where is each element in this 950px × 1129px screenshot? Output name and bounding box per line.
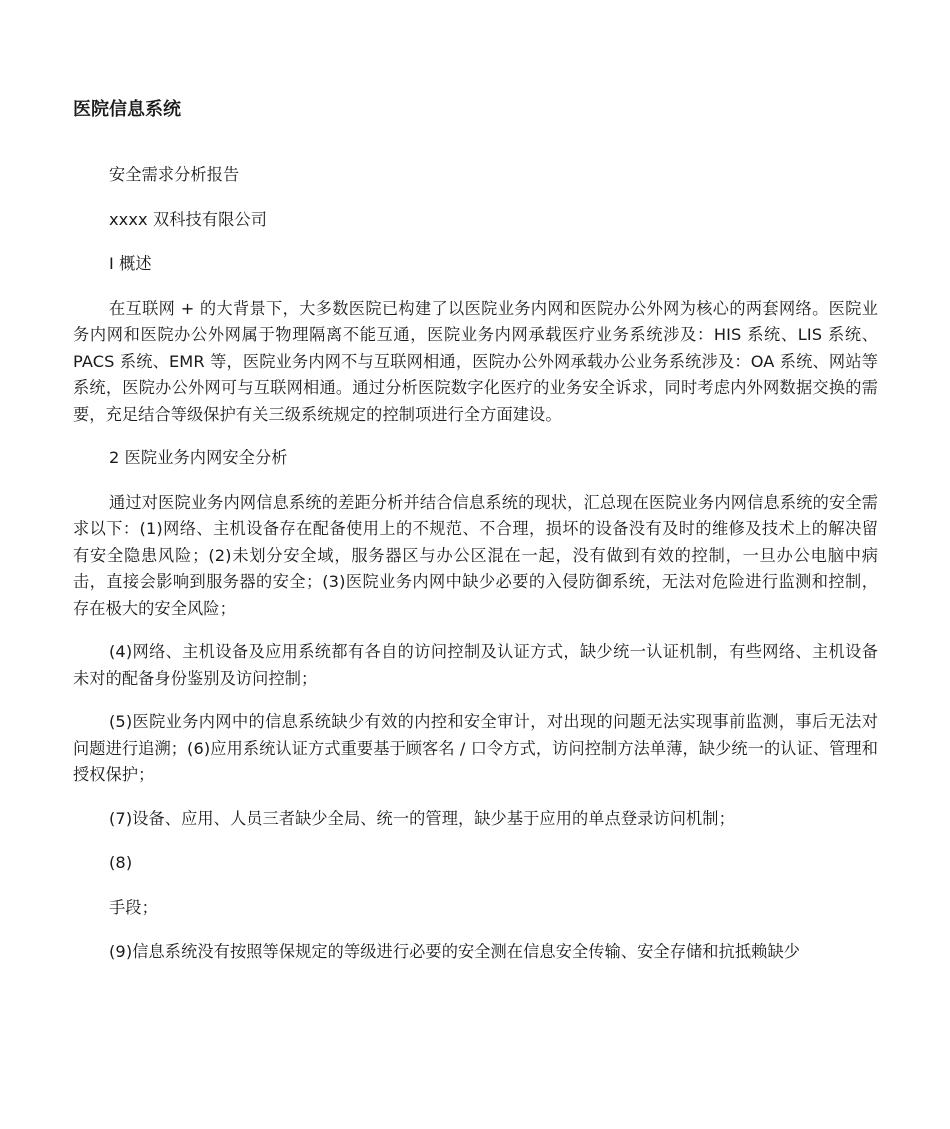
item-7-paragraph: (7)设备、应用、人员三者缺少全局、统一的管理，缺少基于应用的单点登录访问机制；	[109, 808, 735, 828]
item-4-paragraph: (4)网络、主机设备及应用系统都有各自的访问控制及认证方式，缺少统一认证机制，有些网络、主机设备未对的配备身份鉴别及访问控制；	[73, 642, 878, 688]
item-9-paragraph: (9)信息系统没有按照等保规定的等级进行必要的安全测在信息安全传输、安全存储和抗抵赖缺少	[109, 942, 801, 961]
intranet-analysis-paragraph: 通过对医院业务内网信息系统的差距分析并结合信息系统的现状，汇总现在医院业务内网信息系统的安全需求以下：(1)网络、主机设备存在配备使用上的不规范、不合理，损坏的设备没有及时的维修及技术上的解决留有安全隐患风险；(2)未划分安全域，服务器区与办公区混在一起，没有做到有效的控制，一旦办公电脑中病击，直接会影响到服务器的安全；(3)医院业务内网中缺少必要的入侵防御系统，无法对危险进行监测和控制，存在极大的安全风险；	[73, 492, 878, 618]
company-name: xxxx 双科技有限公司	[109, 209, 267, 229]
section-heading-overview: I 概述	[109, 254, 152, 273]
document-title: 医院信息系统	[73, 99, 181, 120]
section-heading-intranet-analysis: 2 医院业务内网安全分析	[109, 448, 288, 467]
report-subtitle: 安全需求分析报告	[109, 165, 240, 184]
item-5-6-paragraph: (5)医院业务内网中的信息系统缺少有效的内控和安全审计，对出现的问题无法实现事前监测，事后无法对问题进行追溯；(6)应用系统认证方式重要基于顾客名 / 口令方式，访问控制方法单薄，缺少统一的认证、管理和授权保护；	[73, 712, 878, 784]
overview-paragraph: 在互联网 + 的大背景下，大多数医院已构建了以医院业务内网和医院办公外网为核心的两套网络。医院业务内网和医院办公外网属于物理隔离不能互通，医院业务内网承载医疗业务系统涉及：HIS 系统、LIS 系统、PACS 系统、EMR 等，医院业务内网不与互联网相通，医院办公外网承载办公业务系统涉及：OA 系统、网站等系统，医院办公外网可与互联网相通。通过分析医院数字化医疗的业务安全诉求，同时考虑内外网数据交换的需要，充足结合等级保护有关三级系统规定的控制项进行全方面建设。	[73, 298, 878, 424]
means-paragraph: 手段；	[109, 897, 158, 917]
item-8-paragraph: (8)	[109, 853, 133, 872]
